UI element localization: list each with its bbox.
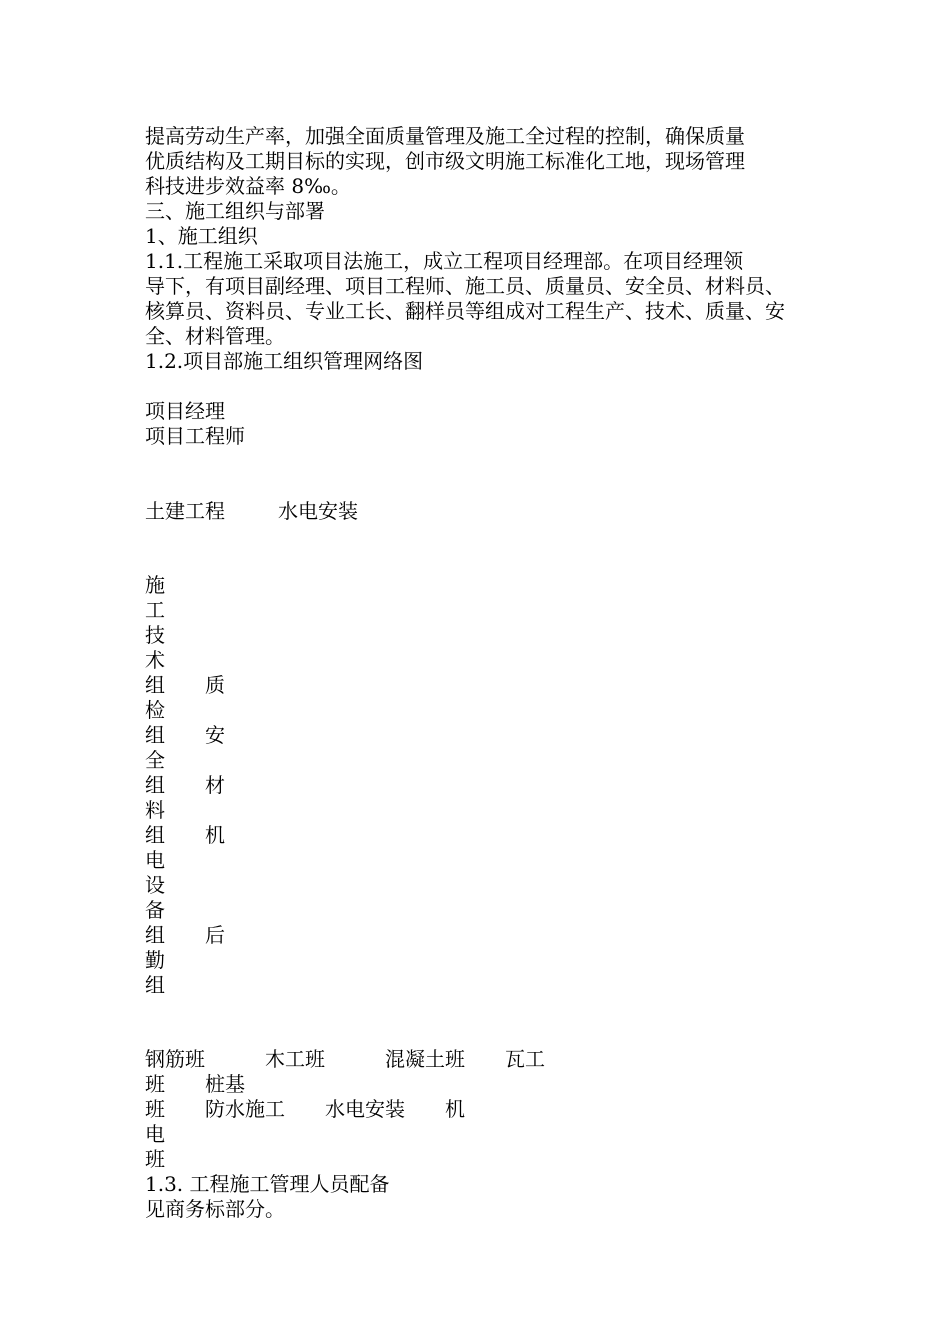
- org-group-line: 工: [145, 598, 165, 622]
- org-group-line: 勤: [145, 948, 165, 972]
- intro-line-3: 科技进步效益率 8‰。: [145, 174, 351, 198]
- para-1-1-line-1: 1.1.工程施工采取项目法施工，成立工程项目经理部。在项目经理领: [145, 249, 744, 273]
- org-group-line: 组 质: [145, 673, 225, 697]
- heading-1-2: 1.2.项目部施工组织管理网络图: [145, 349, 424, 373]
- org-group-line: 组 材: [145, 773, 225, 797]
- org-group-line: 备: [145, 898, 165, 922]
- org-branch-mep: 水电安装: [278, 499, 358, 523]
- org-group-line: 技: [145, 623, 165, 647]
- org-team-line: 钢筋班 木工班 混凝土班 瓦工: [145, 1047, 545, 1071]
- org-group-line: 组 后: [145, 923, 225, 947]
- org-group-line: 检: [145, 698, 165, 722]
- org-team-line: 电: [145, 1122, 165, 1146]
- para-1-1-line-2: 导下，有项目副经理、项目工程师、施工员、质量员、安全员、材料员、: [145, 274, 785, 298]
- org-team-line: 班 桩基: [145, 1072, 245, 1096]
- org-group-line: 组 机: [145, 823, 225, 847]
- para-1-1-line-4: 全、材料管理。: [145, 324, 285, 348]
- org-group-line: 组: [145, 973, 165, 997]
- org-group-line: 组 安: [145, 723, 225, 747]
- org-team-line: 班 防水施工 水电安装 机: [145, 1097, 465, 1121]
- org-team-line: 班: [145, 1147, 165, 1171]
- para-1-1-line-3: 核算员、资料员、专业工长、翻样员等组成对工程生产、技术、质量、安: [145, 299, 785, 323]
- org-group-line: 全: [145, 748, 165, 772]
- org-group-line: 料: [145, 798, 165, 822]
- note-1-3: 见商务标部分。: [145, 1197, 285, 1221]
- org-branch-civil: 土建工程: [145, 499, 225, 523]
- org-manager: 项目经理: [145, 399, 225, 423]
- org-group-line: 施: [145, 573, 165, 597]
- org-engineer: 项目工程师: [145, 424, 245, 448]
- subsection-heading: 1、施工组织: [145, 224, 258, 248]
- intro-line-2: 优质结构及工期目标的实现，创市级文明施工标准化工地，现场管理: [145, 149, 745, 173]
- section-heading: 三、施工组织与部署: [145, 199, 325, 223]
- intro-line-1: 提高劳动生产率，加强全面质量管理及施工全过程的控制，确保质量: [145, 124, 745, 148]
- heading-1-3: 1.3. 工程施工管理人员配备: [145, 1172, 390, 1196]
- org-group-line: 电: [145, 848, 165, 872]
- org-group-line: 设: [145, 873, 165, 897]
- org-group-line: 术: [145, 648, 165, 672]
